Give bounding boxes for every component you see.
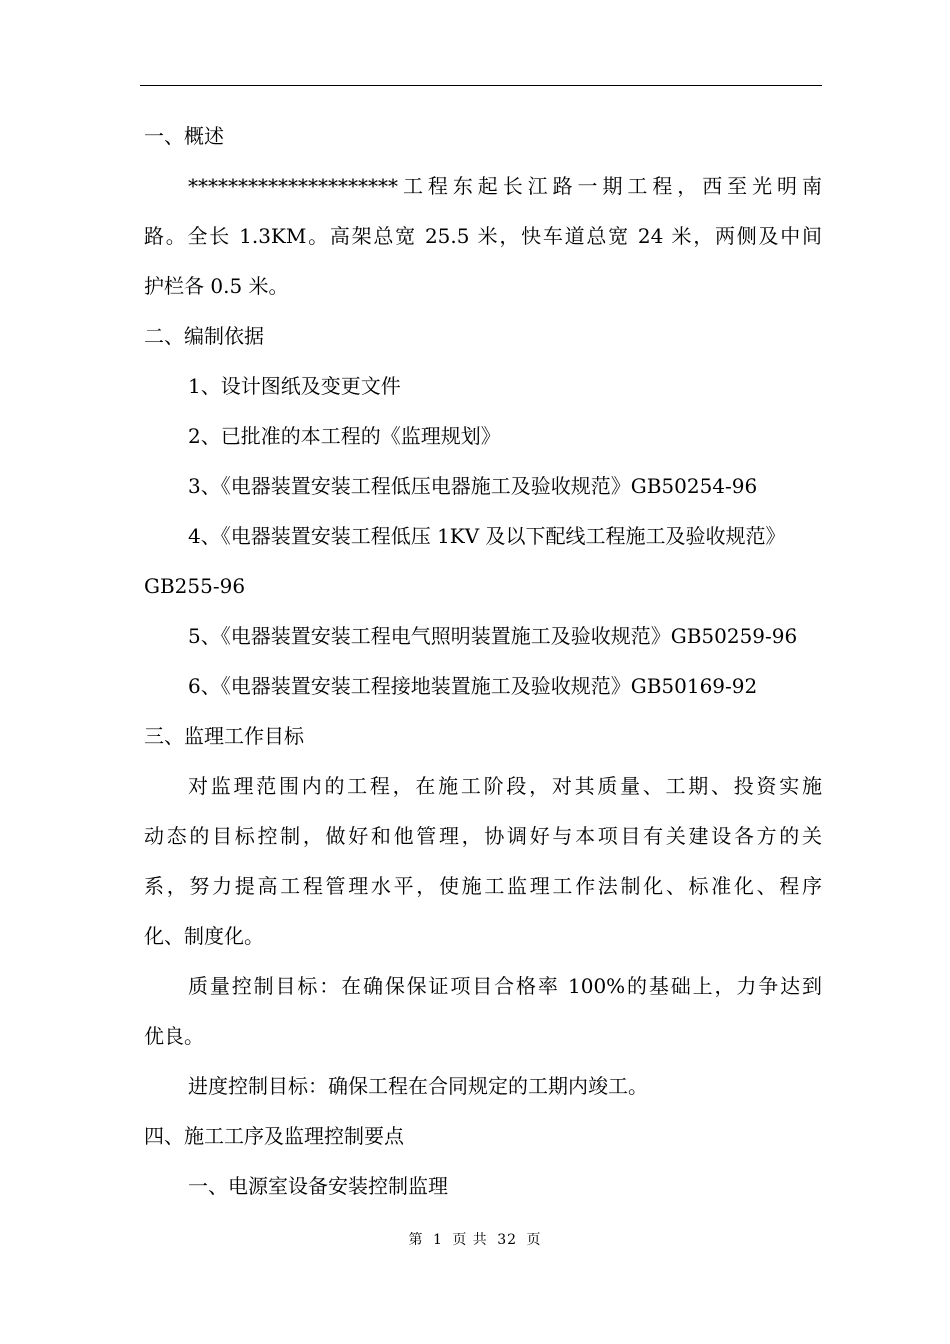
paragraph-line: 质量控制目标：在确保保证项目合格率 100%的基础上，力争达到 bbox=[188, 974, 822, 998]
page-footer bbox=[0, 1231, 950, 1249]
paragraph-line: 动态的目标控制，做好和他管理，协调好与本项目有关建设各方的关 bbox=[144, 824, 822, 848]
list-item: 5、《电器装置安装工程电气照明装置施工及验收规范》GB50259-96 bbox=[188, 624, 798, 648]
footer-prefix: 第 bbox=[408, 1232, 424, 1248]
heading-process: 四、施工工序及监理控制要点 bbox=[144, 1124, 404, 1148]
heading-goals: 三、监理工作目标 bbox=[144, 724, 304, 748]
list-item: 3、《电器装置安装工程低压电器施工及验收规范》GB50254-96 bbox=[188, 474, 758, 498]
footer-page-number: 1 bbox=[432, 1232, 443, 1248]
paragraph-line: 化、制度化。 bbox=[144, 924, 264, 948]
heading-basis: 二、编制依据 bbox=[144, 324, 264, 348]
paragraph-line: 对监理范围内的工程，在施工阶段，对其质量、工期、投资实施 bbox=[188, 774, 822, 798]
paragraph-line: 护栏各 0.5 米。 bbox=[144, 274, 289, 298]
footer-middle: 页 共 bbox=[452, 1232, 488, 1248]
paragraph-line: 优良。 bbox=[144, 1024, 204, 1048]
list-item: 1、设计图纸及变更文件 bbox=[188, 374, 401, 398]
footer-suffix: 页 bbox=[526, 1232, 542, 1248]
list-item: 4、《电器装置安装工程低压 1KV 及以下配线工程施工及验收规范》 bbox=[188, 524, 786, 548]
subheading: 一、电源室设备安装控制监理 bbox=[188, 1174, 448, 1198]
list-item-continuation: GB255-96 bbox=[144, 574, 246, 598]
header-rule bbox=[140, 85, 822, 86]
heading-overview: 一、概述 bbox=[144, 124, 224, 148]
paragraph-line: 路。全长 1.3KM。高架总宽 25.5 米，快车道总宽 24 米，两侧及中间 bbox=[144, 224, 822, 248]
paragraph-line: *********************工程东起长江路一期工程，西至光明南 bbox=[188, 174, 822, 198]
list-item: 6、《电器装置安装工程接地装置施工及验收规范》GB50169-92 bbox=[188, 674, 758, 698]
paragraph-line: 系，努力提高工程管理水平，使施工监理工作法制化、标准化、程序 bbox=[144, 874, 822, 898]
paragraph-line: 进度控制目标：确保工程在合同规定的工期内竣工。 bbox=[188, 1074, 648, 1098]
list-item: 2、已批准的本工程的《监理规划》 bbox=[188, 424, 501, 448]
footer-total-pages: 32 bbox=[497, 1232, 518, 1248]
